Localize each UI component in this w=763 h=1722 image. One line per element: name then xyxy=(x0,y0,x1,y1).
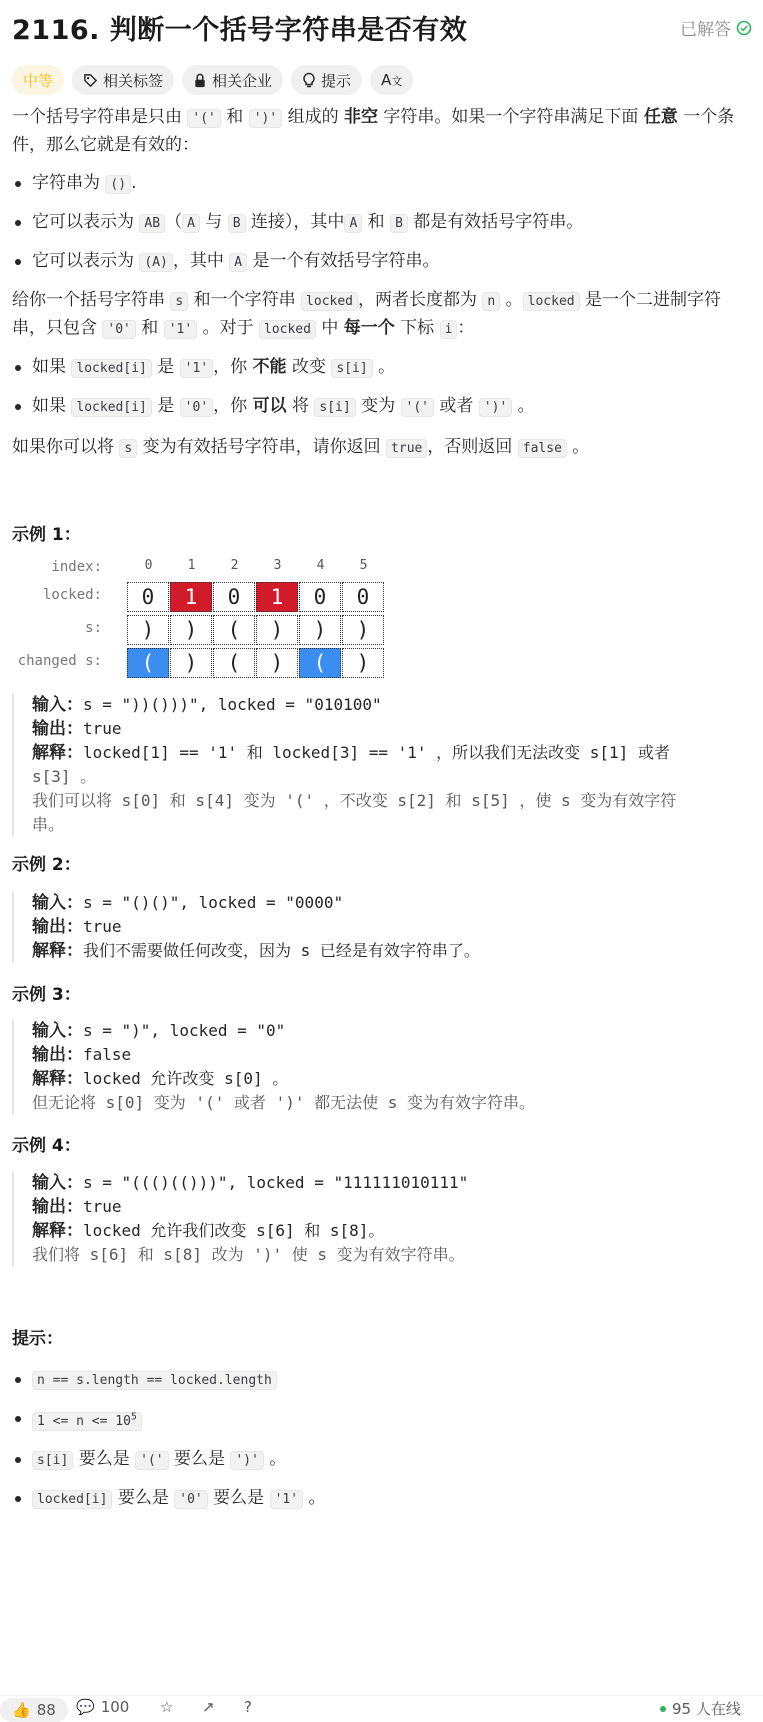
example-line xyxy=(32,813,762,837)
example-line xyxy=(32,765,762,789)
index-label: 1 xyxy=(187,558,196,573)
constraints-heading: 提示： xyxy=(12,1329,63,1349)
s-cell: ) xyxy=(299,615,341,645)
star-icon: ☆ xyxy=(160,1698,174,1716)
locked-cell: 0 xyxy=(127,582,169,612)
validity-rules-list xyxy=(12,170,752,276)
list-item: $1 <= n <= 10^5$ xyxy=(12,1405,752,1435)
example-line-text: s = "))()))", locked = "010100" xyxy=(83,695,382,714)
example-line-text: 串。 xyxy=(32,815,65,834)
related-topics-button[interactable]: 相关标签 xyxy=(72,65,174,95)
page-title: 2116. 判断一个括号字符串是否有效 xyxy=(12,15,468,46)
question-icon: ? xyxy=(244,1698,252,1716)
favorite-button[interactable] xyxy=(160,1698,173,1716)
example-line xyxy=(32,1091,762,1115)
description-para-3: 如果你可以将 s 变为有效括号字符串，请你返回 true ，否则返回 false 。 xyxy=(12,437,590,457)
list-item: s[i] 要么是 '(' 要么是 ')' 。 xyxy=(12,1446,752,1474)
lightbulb-icon xyxy=(302,72,316,88)
share-icon: ↗ xyxy=(202,1698,215,1716)
example-line xyxy=(32,1043,762,1067)
example-line-text: s = ")", locked = "0" xyxy=(83,1021,286,1040)
locked-rules-list xyxy=(12,354,752,421)
example-2-block xyxy=(12,891,762,963)
example-line xyxy=(32,717,762,741)
example-line-label: 输入： xyxy=(32,893,83,913)
list-item: 字符串为 () . xyxy=(12,170,752,198)
example-4-block xyxy=(12,1171,762,1267)
example-line-label: 输出： xyxy=(32,917,83,937)
comment-icon: 💬 xyxy=(76,1698,95,1716)
example-line xyxy=(32,693,762,717)
comments-button[interactable]: 💬 100 xyxy=(76,1698,130,1716)
locked-cell: 0 xyxy=(299,582,341,612)
example-line-label: 解释： xyxy=(32,743,83,763)
related-companies-button[interactable]: 相关企业 xyxy=(182,65,283,95)
index-label: 5 xyxy=(359,558,368,573)
example-1-block xyxy=(12,693,762,837)
s-cell: ) xyxy=(170,615,212,645)
like-button[interactable]: 👍 88 xyxy=(0,1698,68,1722)
hint-button[interactable]: 提示 xyxy=(291,65,362,95)
example-line xyxy=(32,939,762,963)
example-line xyxy=(32,741,762,765)
example-line xyxy=(32,1195,762,1219)
example-line xyxy=(32,891,762,915)
footer-toolbar xyxy=(0,1695,763,1721)
example-line xyxy=(32,915,762,939)
check-circle-icon xyxy=(736,20,752,36)
index-label: 3 xyxy=(273,558,282,573)
example-line xyxy=(32,1219,762,1243)
tag-bar xyxy=(12,65,413,95)
example-line-text: s[3] 。 xyxy=(32,767,97,786)
constraints-list xyxy=(12,1366,752,1513)
row-label-index: index: xyxy=(51,559,102,575)
difficulty-badge[interactable]: 中等 xyxy=(12,65,64,95)
example-3-heading: 示例 3： xyxy=(12,985,81,1005)
example-line-text: s = "((()(()))", locked = "111111010111" xyxy=(83,1173,469,1192)
title-row xyxy=(12,8,752,48)
list-item: locked[i] 要么是 '0' 要么是 '1' 。 xyxy=(12,1485,752,1513)
example-line-label: 解释： xyxy=(32,941,83,961)
example-line-text: 我们不需要做任何改变，因为 s 已经是有效字符串了。 xyxy=(83,941,480,960)
example-line-label: 输入： xyxy=(32,1173,83,1193)
list-item: 如果 locked[i] 是 '0' ，你 可以 将 s[i] 变为 '(' 或者 ')' 。 xyxy=(12,393,752,421)
example-line xyxy=(32,1067,762,1091)
help-button[interactable] xyxy=(244,1698,252,1716)
example-line-text: 我们将 s[6] 和 s[8] 改为 ')' 使 s 变为有效字符串。 xyxy=(32,1245,465,1264)
changed-cell: ( xyxy=(299,648,341,678)
row-label-s: s: xyxy=(85,620,102,636)
solved-status xyxy=(680,15,752,40)
example-line xyxy=(32,1171,762,1195)
thumbs-up-icon: 👍 xyxy=(12,1701,31,1719)
row-label-changed: changed s: xyxy=(17,653,102,669)
s-cell: ) xyxy=(256,615,298,645)
example-line-label: 输出： xyxy=(32,1045,83,1065)
example-line-label: 解释： xyxy=(32,1221,83,1241)
index-label: 0 xyxy=(144,558,153,573)
s-cell: ) xyxy=(342,615,384,645)
example-line-text: locked[1] == '1' 和 locked[3] == '1' ，所以我们无法改变 s[1] 或者 xyxy=(83,743,670,762)
changed-cell: ) xyxy=(256,648,298,678)
changed-cell: ( xyxy=(127,648,169,678)
example-4-heading: 示例 4： xyxy=(12,1136,81,1156)
example-line xyxy=(32,1243,762,1267)
index-label: 2 xyxy=(230,558,239,573)
s-cell: ) xyxy=(127,615,169,645)
example-line-text: s = "()()", locked = "0000" xyxy=(83,893,344,912)
locked-cell: 0 xyxy=(213,582,255,612)
changed-cell: ) xyxy=(342,648,384,678)
translate-button[interactable] xyxy=(370,65,413,95)
example-line xyxy=(32,1019,762,1043)
solved-label: 已解答 xyxy=(680,20,731,40)
changed-cell: ( xyxy=(213,648,255,678)
example-line-text: locked 允许改变 s[0] 。 xyxy=(83,1069,289,1088)
list-item: 它可以表示为 AB （ A 与 B 连接），其中 A 和 B 都是有效括号字符串。 xyxy=(12,209,752,237)
example-line-text: 但无论将 s[0] 变为 '(' 或者 ')' 都无法使 s 变为有效字符串。 xyxy=(32,1093,536,1112)
example-line-text: locked 允许我们改变 s[6] 和 s[8]。 xyxy=(83,1221,385,1240)
list-item: 如果 locked[i] 是 '1' ，你 不能 改变 s[i] 。 xyxy=(12,354,752,382)
changed-cell: ) xyxy=(170,648,212,678)
list-item: 它可以表示为 (A) ，其中 A 是一个有效括号字符串。 xyxy=(12,248,752,276)
example-line-label: 输出： xyxy=(32,719,83,739)
example-line xyxy=(32,789,762,813)
s-cell: ( xyxy=(213,615,255,645)
example-3-block xyxy=(12,1019,762,1115)
example-line-text: false xyxy=(83,1045,132,1064)
lock-icon xyxy=(193,73,207,88)
example-2-heading: 示例 2： xyxy=(12,855,81,875)
row-label-locked: locked: xyxy=(42,587,102,603)
description-para-2: 给你一个括号字符串 s 和一个字符串 locked ，两者长度都为 n 。 locked 是一个二进制字符 串，只包含 '0' 和 '1' 。对于 locked 中 每一个 下标 i ： xyxy=(12,290,722,338)
example-line-text: 我们可以将 s[0] 和 s[4] 变为 '(' ，不改变 s[2] 和 s[5] ，使 s 变为有效字符 xyxy=(32,791,677,810)
example-line-label: 输入： xyxy=(32,695,83,715)
list-item: n == s.length == locked.length xyxy=(12,1366,752,1394)
locked-cell: 1 xyxy=(256,582,298,612)
example-1-heading: 示例 1： xyxy=(12,525,81,545)
tag-icon xyxy=(83,73,98,88)
index-label: 4 xyxy=(316,558,325,573)
example-line-label: 输入： xyxy=(32,1021,83,1041)
translate-icon: A文 xyxy=(381,71,403,89)
example-line-label: 解释： xyxy=(32,1069,83,1089)
locked-cell: 1 xyxy=(170,582,212,612)
share-button[interactable] xyxy=(202,1698,215,1716)
description-para-1: 一个括号字符串是只由 '(' 和 ')' 组成的 非空 字符串。如果一个字符串满足下面 任意 一个条 件，那么它就是有效的： xyxy=(12,107,735,155)
online-dot-icon xyxy=(660,1706,666,1712)
example-line-text: true xyxy=(83,1197,122,1216)
online-count: 95 人在线 xyxy=(660,1698,741,1719)
example-line-text: true xyxy=(83,719,122,738)
example-line-label: 输出： xyxy=(32,1197,83,1217)
locked-cell: 0 xyxy=(342,582,384,612)
example-1-diagram xyxy=(12,555,372,680)
example-line-text: true xyxy=(83,917,122,936)
